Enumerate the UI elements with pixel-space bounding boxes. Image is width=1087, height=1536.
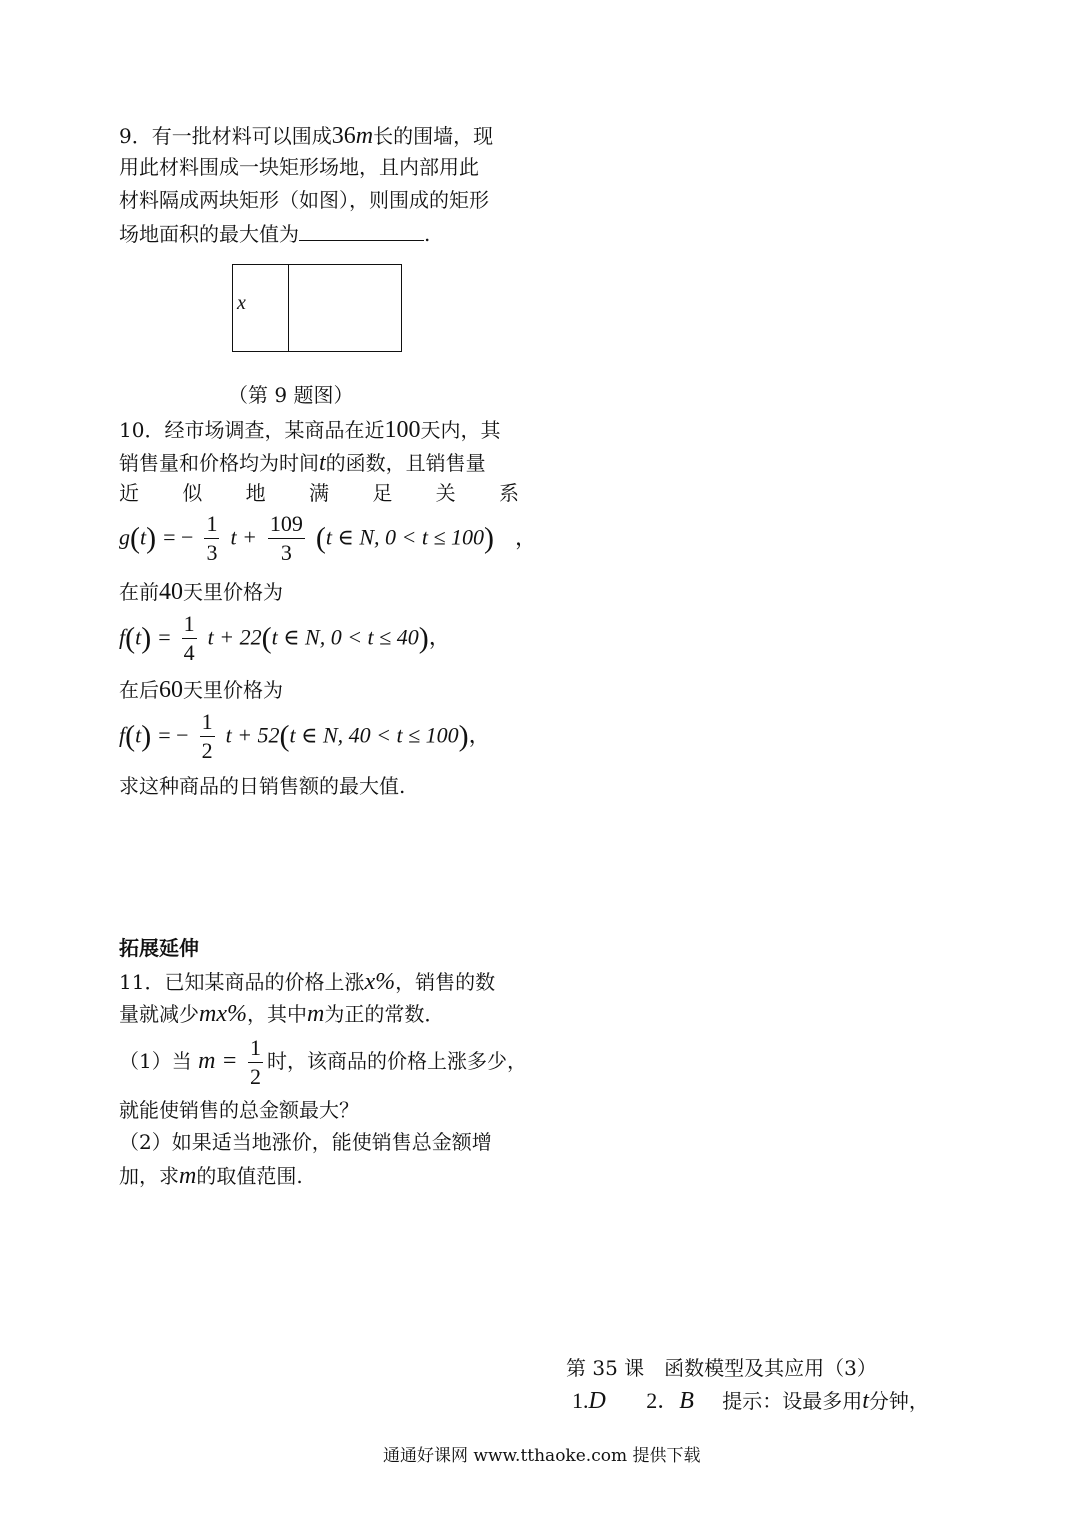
q9-line2: 用此材料围成一块矩形场地，且内部用此 — [119, 155, 479, 179]
q9-fig-caption: （第 9 题图） — [228, 383, 354, 407]
equation-f1: f(t) = $\frac{1}{4}$ t + 22(t ∈ N, 0 < t ≤ 40)， — [119, 611, 451, 666]
q11-part2-line1: （2）如果适当地涨价，能使销售总金额增 — [119, 1130, 492, 1154]
q10-after60: 在后60天里价格为 — [119, 677, 283, 703]
q9-figure — [232, 264, 402, 352]
q11-part2-line2: 加，求m的取值范围. — [119, 1163, 303, 1189]
q11-part1-line2: 就能使销售的总金额最大？ — [119, 1098, 359, 1122]
fraction: $\frac{1}{4}$ — [183, 611, 195, 666]
answers-line1: 1.D 2．B 提示：设最多用t分钟， — [572, 1388, 929, 1414]
q9-line4: 场地面积的最大值为 . — [119, 222, 431, 246]
q10-before40: 在前40天里价格为 — [119, 579, 283, 605]
fraction: $\frac{109}{3}$ — [269, 511, 303, 566]
answers-title: 第 35 课 函数模型及其应用（3） — [566, 1356, 877, 1380]
figure-var-x: x — [237, 292, 246, 314]
q10-line1: 10．经市场调查，某商品在近100天内，其 — [119, 417, 501, 443]
fraction: $\frac{1}{3}$ — [206, 511, 218, 566]
section-title: 拓展延伸 — [119, 936, 199, 960]
q11-line2: 量就减少mx%，其中m为正的常数． — [119, 1001, 445, 1027]
fraction: $\frac{1}{2}$ — [249, 1035, 261, 1090]
answer-blank — [299, 222, 424, 241]
q10-last-line: 求这种商品的日销售额的最大值. — [119, 774, 406, 798]
q10-line3: 近 似 地 满 足 关 系 — [119, 481, 519, 505]
figure-divider — [288, 265, 289, 351]
q11-line1: 11．已知某商品的价格上涨x%，销售的数 — [119, 969, 496, 995]
q11-part1-line1: （1）当 m = $\frac{1}{2}$ 时，该商品的价格上涨多少， — [119, 1035, 527, 1090]
fraction: $\frac{1}{2}$ — [201, 709, 213, 764]
q9-line1: 9．有一批材料可以围成36m长的围墙，现 — [119, 123, 494, 149]
equation-g: g(t) = − $\frac{1}{3}$ t + $\frac{109}{3}$ (t ∈ N, 0 < t ≤ 100) ， — [119, 511, 538, 566]
q10-line2: 销售量和价格均为时间t的函数，且销售量 — [119, 450, 486, 476]
footer: 通通好课网 www.tthaoke.com 提供下载 — [383, 1446, 701, 1466]
equation-f2: f(t) = − $\frac{1}{2}$ t + 52(t ∈ N, 40 < t ≤ 100)， — [119, 709, 491, 764]
q9-line3: 材料隔成两块矩形（如图），则围成的矩形 — [119, 188, 489, 212]
